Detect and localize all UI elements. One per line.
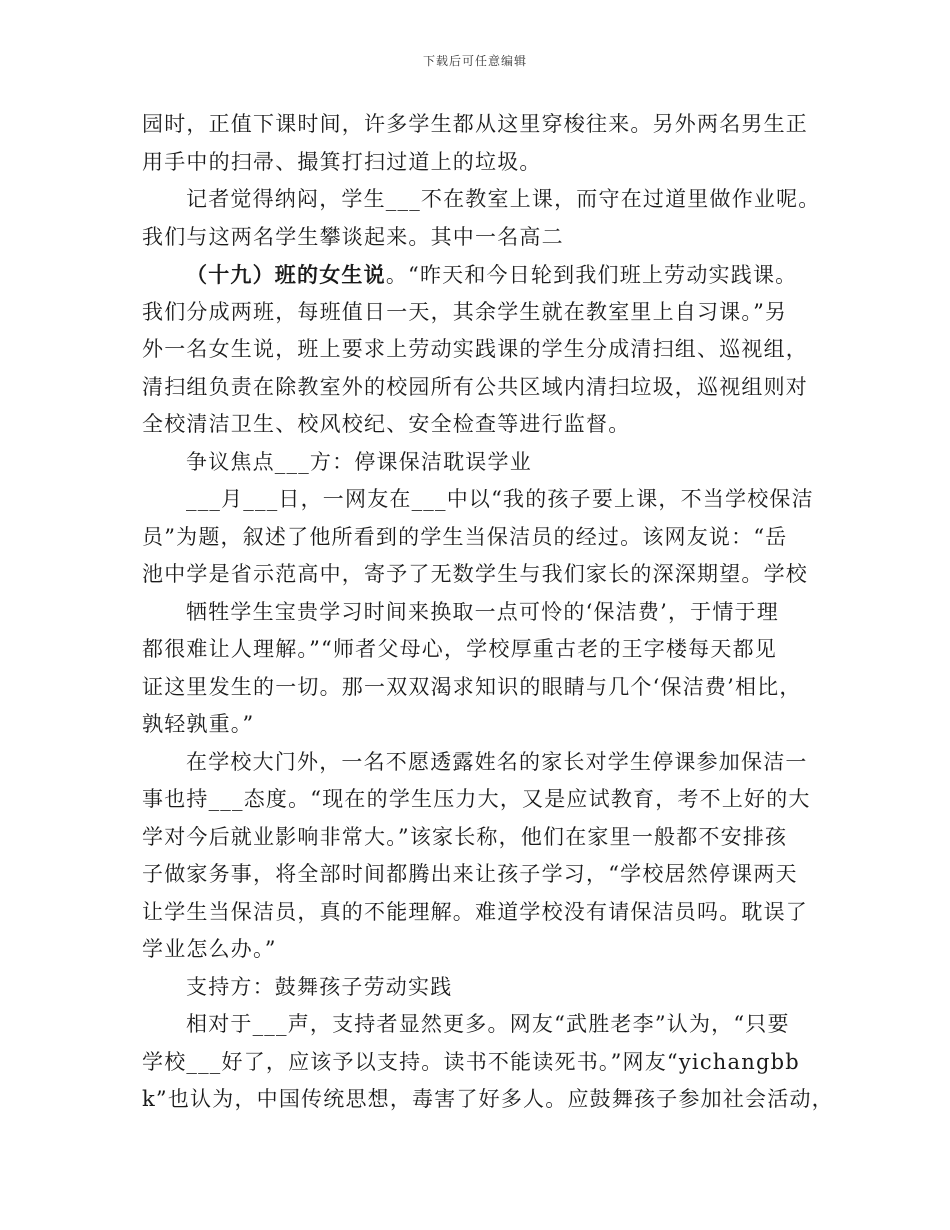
text-line <box>142 219 812 257</box>
text-line <box>142 481 812 519</box>
line-text: 都很难让人理解。”“师者父母心，学校厚重古老的王字楼每天都见 <box>142 637 777 661</box>
line-text: k”也认为，中国传统思想，毒害了好多人。应鼓舞孩子参加社会活动， <box>142 1087 834 1111</box>
text-line <box>142 594 812 632</box>
text-line <box>142 744 812 782</box>
text-line <box>142 1006 812 1044</box>
text-line <box>142 1044 812 1082</box>
text-line <box>142 819 812 857</box>
line-text: 让学生当保洁员，真的不能理解。难道学校没有请保洁员吗。耽误了 <box>142 899 808 924</box>
text-line <box>142 181 821 219</box>
page-header: 下载后可任意编辑 <box>422 54 527 68</box>
text-line <box>142 519 812 557</box>
line-text: 证这里发生的一切。那一双双渴求知识的眼睛与几个‘保洁费’相比， <box>142 674 802 699</box>
text-line <box>142 706 812 744</box>
line-text: 我们分成两班，每班值日一天，其余学生就在教室里上自习课。”另 <box>142 299 788 324</box>
bold-text: （十九）班的女生说 <box>186 262 386 287</box>
text-line <box>142 369 812 407</box>
line-text: 用手中的扫帚、撮箕打扫过道上的垃圾。 <box>142 149 542 174</box>
line-text: 孰轻孰重。” <box>142 712 255 736</box>
line-text: 我们与这两名学生攀谈起来。其中一名高二 <box>142 224 564 249</box>
line-text: 事也持___态度。“现在的学生压力大，又是应试教育，考不上好的大 <box>142 787 811 811</box>
text-line <box>142 931 812 969</box>
line-text: 员”为题，叙述了他所看到的学生当保洁员的经过。该网友说：“岳 <box>142 524 788 549</box>
text-line <box>142 631 812 669</box>
document-body <box>142 106 834 1119</box>
line-text: 子做家务事，将全部时间都腾出来让孩子学习，“学校居然停课两天 <box>142 862 798 886</box>
text-line <box>142 1081 834 1119</box>
line-text: 争议焦点___方：停课保洁耽误学业 <box>186 449 532 474</box>
text-line <box>142 144 812 182</box>
text-line <box>142 856 812 894</box>
line-text: 在学校大门外，一名不愿透露姓名的家长对学生停课参加保洁一 <box>186 749 808 774</box>
line-text: 。“昨天和今日轮到我们班上劳动实践课。 <box>385 263 798 287</box>
text-line <box>142 781 812 819</box>
text-line <box>142 669 812 707</box>
text-line <box>142 406 812 444</box>
text-line <box>142 444 812 482</box>
line-text: 清扫组负责在除教室外的校园所有公共区域内清扫垃圾，巡视组则对 <box>142 374 808 399</box>
line-text: 学对今后就业影响非常大。”该家长称，他们在家里一般都不安排孩 <box>142 824 788 849</box>
line-text: ___月___日，一网友在___中以“我的孩子要上课，不当学校保洁 <box>186 487 814 511</box>
line-text: 池中学是省示范高中，寄予了无数学生与我们家长的深深期望。学校 <box>142 562 808 586</box>
text-line <box>142 969 812 1007</box>
text-line <box>142 894 812 932</box>
text-line <box>142 331 812 369</box>
line-text: 学校___好了，应该予以支持。读书不能读死书。”网友“yichangbb <box>142 1049 800 1074</box>
text-line <box>142 294 812 332</box>
line-text: 园时，正值下课时间，许多学生都从这里穿梭往来。另外两名男生正 <box>142 112 808 136</box>
line-text: 全校清洁卫生、校风校纪、安全检查等进行监督。 <box>142 412 631 436</box>
line-text: 牺牲学生宝贵学习时间来换取一点可怜的‘保洁费’，于情于理 <box>186 599 779 624</box>
text-line <box>142 256 812 294</box>
line-text: 学业怎么办。” <box>142 937 277 961</box>
text-line <box>142 556 812 594</box>
line-text: 支持方：鼓舞孩子劳动实践 <box>186 974 453 999</box>
line-text: 外一名女生说，班上要求上劳动实践课的学生分成清扫组、巡视组， <box>142 337 808 361</box>
line-text: 相对于___声，支持者显然更多。网友“武胜老李”认为，“只要 <box>186 1012 790 1036</box>
text-line <box>142 106 812 144</box>
line-text: 记者觉得纳闷，学生___不在教室上课，而守在过道里做作业呢。 <box>186 187 821 211</box>
